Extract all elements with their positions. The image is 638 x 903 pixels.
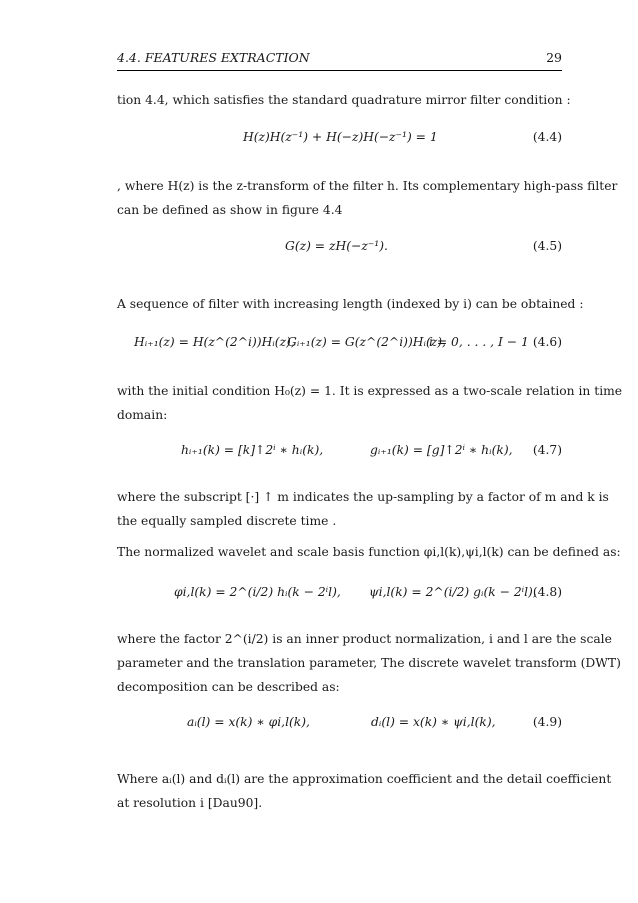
equation-4-7	[117, 443, 562, 463]
equation-4-4	[117, 130, 562, 150]
equation-middle: Gᵢ₊₁(z) = G(z^(2^i))Hᵢ(z),	[287, 335, 446, 349]
paragraph-8a: Where aᵢ(l) and dᵢ(l) are the approximation coefficient and the detail coefficient	[117, 772, 612, 786]
paragraph-6: The normalized wavelet and scale basis function φi,l(k),ψi,l(k) can be defined as:	[117, 545, 621, 559]
equation-left: aᵢ(l) = x(k) ∗ φi,l(k),	[187, 715, 310, 729]
paragraph-7a: where the factor 2^(i/2) is an inner product normalization, i and l are the scale	[117, 632, 612, 646]
equation-right: ψi,l(k) = 2^(i/2) gᵢ(k − 2ⁱl),	[369, 585, 537, 599]
paragraph-2b: can be defined as show in figure 4.4	[117, 203, 343, 217]
equation-number: (4.6)	[532, 335, 562, 349]
paragraph-8b: at resolution i [Dau90].	[117, 796, 263, 810]
equation-right: dᵢ(l) = x(k) ∗ ψi,l(k),	[371, 715, 496, 729]
equation-left: φi,l(k) = 2^(i/2) hᵢ(k − 2ⁱl),	[174, 585, 341, 599]
page-number: 29	[546, 50, 562, 65]
equation-4-5	[117, 239, 562, 259]
equation-number: (4.8)	[532, 585, 562, 599]
equation-number: (4.5)	[532, 239, 562, 253]
equation-number: (4.4)	[532, 130, 562, 144]
paragraph-1: tion 4.4, which satisfies the standard quadrature mirror filter condition :	[117, 93, 571, 107]
paragraph-5b: the equally sampled discrete time .	[117, 514, 337, 528]
equation-number: (4.9)	[532, 715, 562, 729]
equation-left: hᵢ₊₁(k) = [k]↑2ⁱ ∗ hᵢ(k),	[181, 443, 324, 457]
equation-number: (4.7)	[532, 443, 562, 457]
paragraph-7c: decomposition can be described as:	[117, 680, 340, 694]
equation-body: H(z)H(z⁻¹) + H(−z)H(−z⁻¹) = 1	[243, 130, 438, 144]
paragraph-5a: where the subscript [·] ↑ m indicates the up-sampling by a factor of m and k is	[117, 490, 609, 504]
equation-4-9	[117, 715, 562, 735]
equation-right: i = 0, . . . , I − 1	[429, 335, 529, 349]
paragraph-4a: with the initial condition H₀(z) = 1. It is expressed as a two-scale relation in time	[117, 384, 623, 398]
equation-4-6	[117, 335, 562, 355]
header-rule	[117, 70, 562, 71]
paragraph-7b: parameter and the translation parameter, The discrete wavelet transform (DWT)	[117, 656, 621, 670]
paragraph-4b: domain:	[117, 408, 168, 422]
equation-right: gᵢ₊₁(k) = [g]↑2ⁱ ∗ hᵢ(k),	[370, 443, 513, 457]
equation-4-8	[117, 585, 562, 605]
section-title: 4.4. FEATURES EXTRACTION	[117, 50, 310, 65]
equation-left: Hᵢ₊₁(z) = H(z^(2^i))Hᵢ(z),	[134, 335, 295, 349]
paragraph-2a: , where H(z) is the z-transform of the filter h. Its complementary high-pass filter	[117, 179, 618, 193]
running-header	[117, 50, 562, 65]
paragraph-3: A sequence of filter with increasing length (indexed by i) can be obtained :	[117, 297, 584, 311]
equation-body: G(z) = zH(−z⁻¹).	[285, 239, 388, 253]
